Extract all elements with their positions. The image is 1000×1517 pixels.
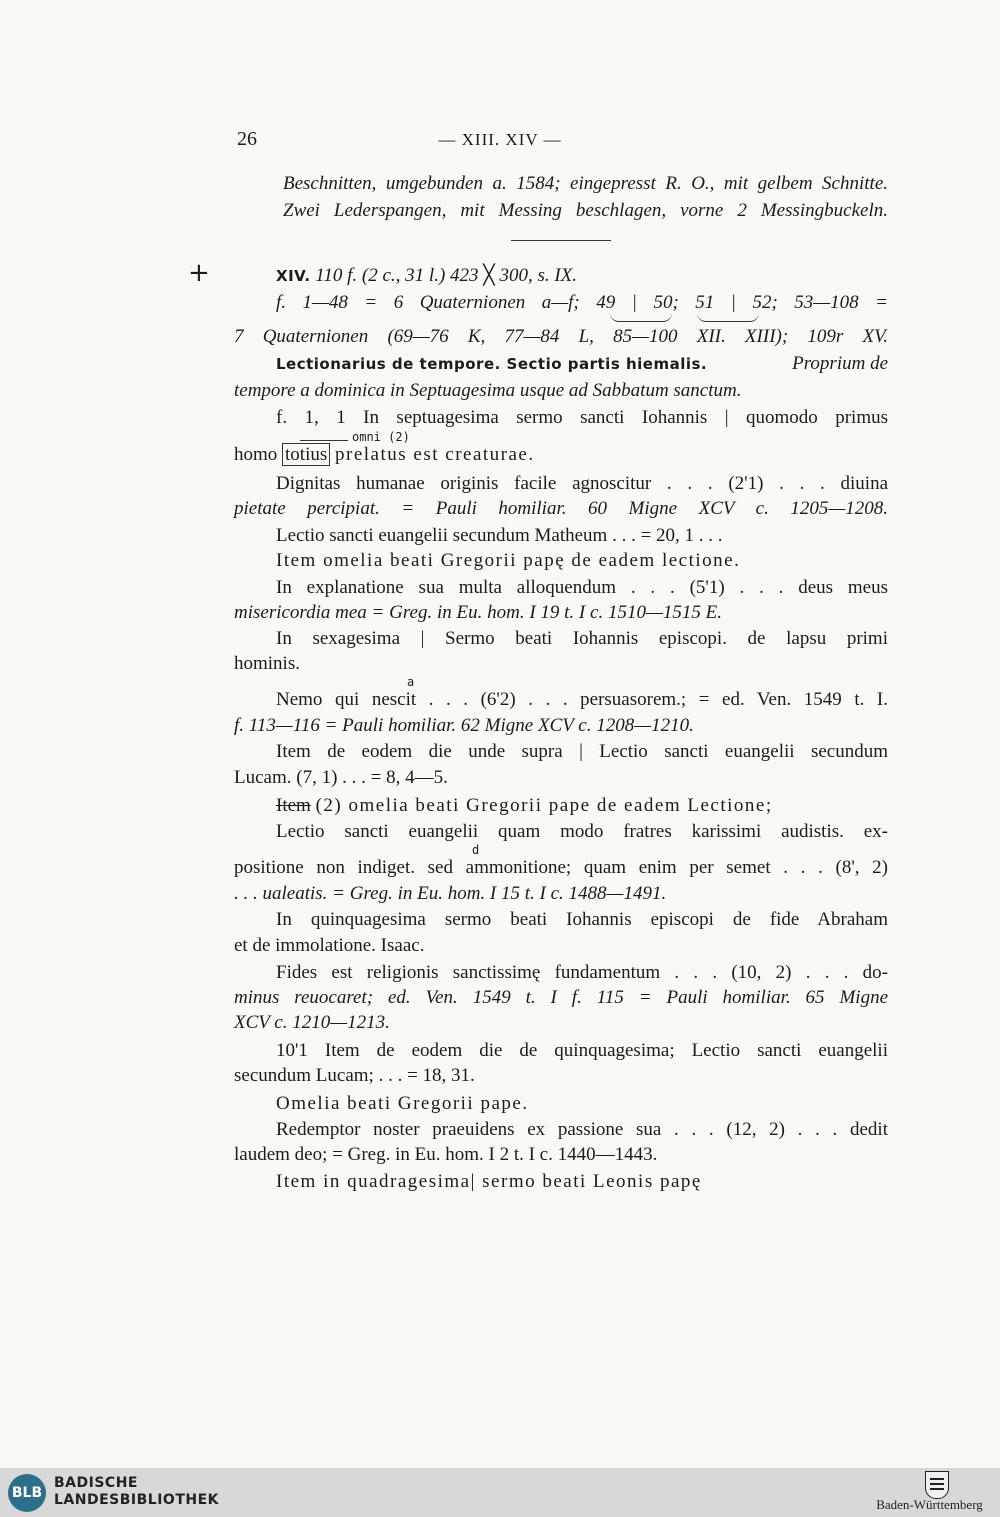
text-prelatus: prelatus est creaturae.	[335, 444, 535, 465]
library-name-line-2: LANDESBIBLIOTHEK	[54, 1492, 220, 1508]
text-line-12: f. 113—116 = Pauli homiliar. 62 Migne XCV c. 1208—1210.	[234, 715, 694, 736]
text-line-29: Item in quadragesima| sermo beati Leonis papę	[276, 1171, 702, 1192]
text-homo: homo	[234, 444, 278, 465]
coat-of-arms-icon	[925, 1471, 949, 1499]
overline-mark	[300, 440, 348, 441]
text-line-02	[234, 443, 888, 467]
text-line-18: . . . ualeatis. = Greg. in Eu. hom. I 15 t. I c. 1488—1491.	[234, 883, 667, 904]
interlinear-note-omni: omni (2)	[352, 430, 410, 444]
text-line-25: secundum Lucam; . . . = 18, 31.	[234, 1065, 475, 1086]
entry-title-bold: Lectionarius de tempore. Sectio partis hiemalis.	[276, 355, 708, 373]
interlinear-note-d: d	[472, 843, 480, 857]
quire-line-2: 7 Quaternionen (69—76 K, 77—84 L, 85—100 XII. XIII); 109r XV.	[234, 326, 888, 347]
text-line-15	[276, 794, 888, 818]
text-line-23: XCV c. 1210—1213.	[234, 1012, 390, 1033]
text-line-16: Lectio sancti euangelii quam modo fratres karissimi audistis. ex-	[276, 821, 888, 842]
entry-title-line-2: tempore a dominica in Septuagesima usque ad Sabbatum sanctum.	[234, 380, 742, 401]
text-line-20: et de immolatione. Isaac.	[234, 935, 425, 956]
text-line-10: hominis.	[234, 653, 300, 674]
text-line-27: Redemptor noster praeuidens ex passione sua . . . (12, 2) . . . dedit	[276, 1119, 888, 1140]
entry-number: XIV.	[276, 267, 311, 285]
text-line-21: Fides est religionis sanctissimę fundamentum . . . (10, 2) . . . do-	[276, 962, 888, 983]
text-line-05: Lectio sancti euangelii secundum Matheum . . . = 20, 1 . . .	[276, 525, 723, 546]
library-name[interactable]	[54, 1475, 219, 1509]
text-line-17: positione non indiget. sed ammonitione; quam enim per semet . . . (8', 2)	[234, 857, 888, 878]
state-label[interactable]: Baden-Württemberg	[876, 1497, 983, 1512]
text-line-04: pietate percipiat. = Pauli homiliar. 60 Migne XCV c. 1205—1208.	[234, 498, 888, 519]
entry-header	[276, 264, 888, 288]
text-line-13: Item de eodem die unde supra | Lectio sancti euangelii secundum	[276, 741, 888, 762]
text-line-08: misericordia mea = Greg. in Eu. hom. I 19 t. I c. 1510—1515 E.	[234, 602, 722, 623]
text-line-03: Dignitas humanae originis facile agnoscitur . . . (2'1) . . . diuina	[276, 473, 888, 494]
text-line-14: Lucam. (7, 1) . . . = 8, 4—5.	[234, 767, 448, 788]
text-line-09: In sexagesima | Sermo beati Iohannis episcopi. de lapsu primi	[276, 628, 888, 649]
quire-brace-1	[610, 313, 672, 322]
page-number: 26	[237, 128, 257, 150]
text-line-26: Omelia beati Gregorii pape.	[276, 1093, 529, 1114]
text-line-28: laudem deo; = Greg. in Eu. hom. I 2 t. I c. 1440—1443.	[234, 1144, 658, 1165]
text-line-24: 10'1 Item de eodem die de quinquagesima; Lectio sancti euangelii	[276, 1040, 888, 1061]
margin-plus-mark: +	[188, 258, 210, 288]
text-line-01: f. 1, 1 In septuagesima sermo sancti Iohannis | quomodo primus	[276, 407, 888, 428]
boxed-word-totius: totius	[282, 443, 330, 466]
quire-brace-2	[697, 313, 759, 322]
blb-logo[interactable]: BLB	[8, 1474, 46, 1512]
library-name-line-1: BADISCHE	[54, 1475, 138, 1491]
text-line-11: Nemo qui nescit . . . (6'2) . . . persuasorem.; = ed. Ven. 1549 t. I.	[276, 689, 888, 710]
separator-rule	[511, 240, 611, 241]
entry-description: 110 f. (2 c., 31 l.) 423 ╳ 300, s. IX.	[315, 265, 578, 286]
interlinear-note-a: a	[407, 675, 415, 689]
text-line-06: Item omelia beati Gregorii papę de eadem lectione.	[276, 550, 741, 571]
text-line-22: minus reuocaret; ed. Ven. 1549 t. I f. 115 = Pauli homiliar. 65 Migne	[234, 987, 888, 1008]
entry-title-line-1	[276, 352, 888, 376]
entry-title-italic-1: Proprium de	[792, 353, 888, 374]
quire-line-1: f. 1—48 = 6 Quaternionen a—f; 49 | 50; 51 | 52; 53—108 =	[276, 292, 888, 313]
text-line-19: In quinquagesima sermo beati Iohannis episcopi de fide Abraham	[276, 909, 888, 930]
text-line-07: In explanatione sua multa alloquendum . . . (5'1) . . . deus meus	[276, 577, 888, 598]
intro-line-2: Zwei Lederspangen, mit Messing beschlagen, vorne 2 Messingbuckeln.	[283, 200, 888, 221]
text-omelia: (2) omelia beati Gregorii pape de eadem Lectione;	[315, 795, 773, 816]
struck-word-item: Item	[276, 795, 311, 816]
running-head: — XIII. XIV —	[438, 130, 562, 149]
library-footer-bar	[0, 1468, 1000, 1517]
intro-line-1: Beschnitten, umgebunden a. 1584; eingepresst R. O., mit gelbem Schnitte.	[283, 173, 888, 194]
